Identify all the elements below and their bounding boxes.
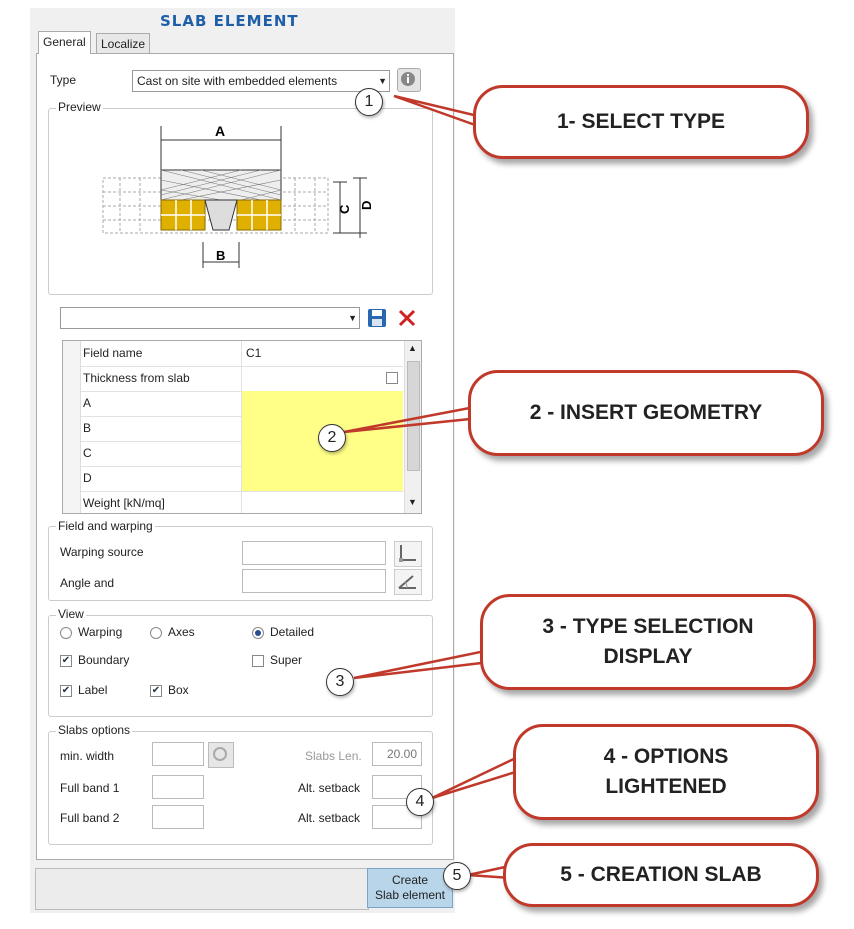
marker-1: 1 — [355, 88, 383, 116]
grid-row-value[interactable]: C1 — [241, 341, 403, 366]
dropdown-arrow-icon: ▼ — [378, 76, 387, 86]
scroll-up-icon[interactable]: ▲ — [408, 343, 417, 353]
detailed-radio-label: Detailed — [270, 625, 315, 639]
marker-3: 3 — [326, 668, 354, 696]
slabs-options-label: Slabs options — [58, 723, 131, 737]
super-checkbox-label: Super — [270, 653, 303, 667]
label-checkbox-label: Label — [78, 683, 108, 697]
angle-label: Angle and — [60, 576, 115, 590]
min-width-label: min. width — [60, 749, 115, 763]
dialog-title: SLAB ELEMENT — [160, 12, 299, 30]
dim-a-label: A — [215, 123, 226, 139]
callout-options-line1: 4 - OPTIONS — [603, 745, 729, 768]
callout-insert-geometry-text: 2 - INSERT GEOMETRY — [529, 401, 763, 424]
tab-general[interactable]: General — [38, 31, 91, 54]
callout-creation-slab-text: 5 - CREATION SLAB — [560, 863, 762, 886]
slabs-len-label: Slabs Len. — [305, 749, 362, 763]
callout-options-lightened — [513, 724, 819, 820]
alt-setback-1-label: Alt. setback — [298, 781, 361, 795]
box-checkbox-label: Box — [168, 683, 189, 697]
dim-b-label: B — [216, 248, 226, 263]
dropdown-arrow-icon: ▼ — [348, 313, 357, 323]
alt-setback-2-label: Alt. setback — [298, 811, 361, 825]
boundary-checkbox-label: Boundary — [78, 653, 130, 667]
type-label: Type — [50, 73, 77, 87]
callout-type-selection-line1: 3 - TYPE SELECTION — [542, 615, 754, 638]
warping-source-label: Warping source — [60, 545, 144, 559]
field-warping-label: Field and warping — [58, 519, 153, 533]
axes-radio-label: Axes — [168, 625, 195, 639]
grid-row-name: Field name — [83, 346, 143, 360]
preview-label: Preview — [58, 100, 101, 114]
grid-row-name: Thickness from slab — [83, 371, 190, 385]
callout-select-type — [473, 85, 809, 159]
tab-localize[interactable]: Localize — [96, 33, 150, 54]
create-slab-button-line1: Create — [391, 873, 429, 887]
create-slab-button-line2: Slab element — [374, 888, 446, 902]
warping-radio-label: Warping — [78, 625, 123, 639]
scroll-down-icon[interactable]: ▼ — [408, 497, 417, 507]
callout-insert-geometry — [468, 370, 824, 456]
callout-type-selection-display — [480, 594, 816, 690]
callout-creation-slab — [503, 843, 819, 907]
grid-row-name: B — [83, 421, 92, 435]
boundary-checkbox[interactable]: ✔ — [61, 655, 71, 666]
grid-row-name: C — [83, 446, 92, 460]
type-select-value: Cast on site with embedded elements — [137, 74, 338, 88]
grid-row-name: A — [83, 396, 92, 410]
callout-options-line2: LIGHTENED — [605, 775, 727, 798]
full-band-1-label: Full band 1 — [60, 781, 120, 795]
callout-select-type-text: 1- SELECT TYPE — [556, 110, 726, 133]
full-band-2-label: Full band 2 — [60, 811, 120, 825]
marker-5: 5 — [443, 862, 471, 890]
dim-d-label: D — [359, 200, 374, 210]
grid-row-name: D — [83, 471, 92, 485]
box-checkbox[interactable]: ✔ — [151, 685, 161, 696]
grid-row-name: Weight [kN/mq] — [83, 496, 165, 510]
marker-2: 2 — [318, 424, 346, 452]
view-label: View — [58, 607, 84, 621]
dim-c-label: C — [337, 204, 352, 214]
callout-type-selection-line2: DISPLAY — [603, 645, 693, 668]
label-checkbox[interactable]: ✔ — [61, 685, 71, 696]
marker-4: 4 — [406, 788, 434, 816]
slabs-len-input[interactable]: 20.00 — [372, 742, 422, 766]
